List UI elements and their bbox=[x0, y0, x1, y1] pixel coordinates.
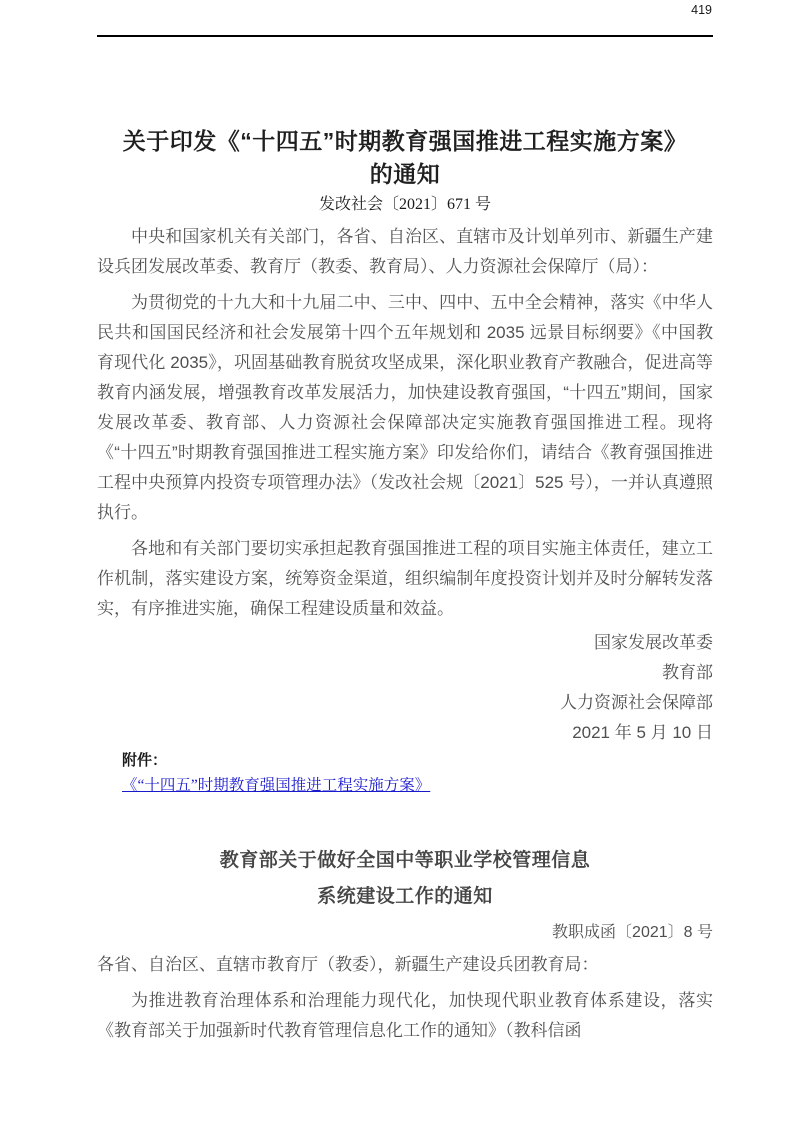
attachment-link[interactable]: 《“十四五”时期教育强国推进工程实施方案》 bbox=[122, 777, 431, 794]
doc1-number: 发改社会〔2021〕671 号 bbox=[318, 196, 491, 213]
doc1-paragraph-recipients: 中央和国家机关有关部门，各省、自治区、直辖市及计划单列市、新疆生产建设兵团发展改革委、教育厅（教委、教育局）、人力资源社会保障厅（局）： bbox=[97, 227, 713, 276]
doc2-number: 教职成函〔2021〕8 号 bbox=[552, 924, 713, 941]
doc2-paragraph: 为推进教育治理体系和治理能力现代化，加快现代职业教育体系建设，落实《教育部关于加强新时代教育管理信息化工作的通知》（教科信函 bbox=[97, 991, 713, 1040]
doc2-salutation: 各省、自治区、直辖市教育厅（教委），新疆生产建设兵团教育局： bbox=[97, 955, 599, 974]
doc1-paragraph-main: 为贯彻党的十九大和十九届二中、三中、四中、五中全会精神，落实《中华人民共和国国民经济和社会发展第十四个五年规划和 2035 远景目标纲要》《中国教育现代化 2035》，巩固基础教育脱贫攻坚成果，深化职业教育产教融合，促进高等教育内涵发展，增强教育改革发展活力，加快建设教育强国，“十四五”期间，国家发展改革委、教育部、人力资源社会保障部决定实施教育强国推进工程。现将《“十四五”时期教育强国推进工程实施方案》印发给你们，请结合《教育强国推进工程中央预算内投资专项管理办法》（发改社会规〔2021〕525 号），一并认真遵照执行。 bbox=[97, 293, 713, 522]
attachment-label: 附件： bbox=[122, 753, 168, 769]
signature-ndrc: 国家发展改革委 bbox=[594, 633, 713, 652]
doc2-title-line2: 系统建设工作的通知 bbox=[317, 886, 493, 907]
page-number: 419 bbox=[691, 3, 712, 17]
doc2-title-line1: 教育部关于做好全国中等职业学校管理信息 bbox=[219, 850, 591, 871]
signature-date: 2021 年 5 月 10 日 bbox=[572, 723, 713, 742]
doc1-title-line1: 关于印发《“十四五”时期教育强国推进工程实施方案》 bbox=[122, 128, 688, 154]
doc1-title-line2: 的通知 bbox=[369, 161, 441, 187]
signature-mohrss: 人力资源社会保障部 bbox=[560, 693, 713, 712]
signature-moe: 教育部 bbox=[662, 663, 713, 682]
signature-block bbox=[97, 628, 713, 748]
attachment-block bbox=[97, 750, 713, 797]
doc1-paragraph-responsibility: 各地和有关部门要切实承担起教育强国推进工程的项目实施主体责任，建立工作机制，落实建设方案，统筹资金渠道，组织编制年度投资计划并及时分解转发落实，有序推进实施，确保工程建设质量和效益。 bbox=[97, 539, 713, 618]
page-content bbox=[0, 37, 793, 1046]
doc1-title bbox=[97, 125, 713, 191]
doc2-title bbox=[97, 843, 713, 915]
